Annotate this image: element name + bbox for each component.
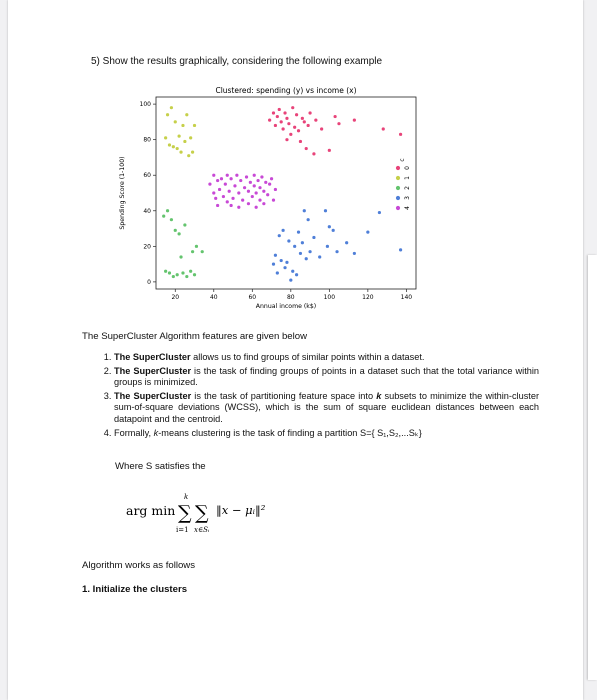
scatter-point [272,111,275,114]
scatter-point [282,229,285,232]
y-tick-label: 100 [139,101,151,109]
formula-body: ‖x − μᵢ‖² [216,503,266,517]
list-item: 4. Formally, k-means clustering is the task of finding a partition S={ S₁,S₂,...Sₖ} [114,428,539,440]
scatter-point [247,190,250,193]
scatter-point [228,190,231,193]
y-tick-label: 60 [143,172,151,180]
scatter-point [272,199,275,202]
chart-title: Clustered: spending (y) vs income (x) [215,86,357,95]
scatter-point [172,145,175,148]
scatter-point [262,190,265,193]
scatter-point [326,245,329,248]
scatter-point [191,151,194,154]
scatter-point [239,179,242,182]
formula-lower-limit-set: x∈Sᵢ [194,526,210,534]
scatter-point [274,254,277,257]
scatter-point [314,119,317,122]
scatter-point [285,261,288,264]
legend-title: c [399,158,406,162]
legend-label: 4 [404,206,411,210]
scatter-point [312,236,315,239]
scatter-point [237,191,240,194]
scatter-point [328,225,331,228]
scatter-point [307,124,310,127]
legend-label: 1 [404,176,411,180]
scatter-point [176,147,179,150]
legend-marker [396,196,400,200]
x-tick-label: 100 [323,294,336,301]
scatter-point [216,179,219,182]
scatter-point [172,275,175,278]
scatter-point [168,143,171,146]
scatter-point [287,239,290,242]
scatter-point [166,113,169,116]
argmin-formula [126,486,306,540]
legend-label: 2 [404,186,411,190]
legend-marker [396,206,400,210]
scatter-point [366,231,369,234]
formula-sum-symbol: ∑ [178,502,192,524]
scatter-point [189,270,192,273]
y-tick-label: 20 [143,243,151,251]
scatter-point [224,183,227,186]
list-item: 3. The SuperCluster is the task of partitioning feature space into k subsets to minimize the within-cluster sum-of-square deviations (WCSS), which is the sum of square euclidean distances between each datapoint and the centroid. [114,391,539,426]
scatter-point [187,154,190,157]
scatter-point [264,181,267,184]
x-axis-label: Annual income (k$) [255,303,317,310]
scatter-point [283,266,286,269]
scatter-point [164,136,167,139]
list-item: 1. The SuperCluster allows us to find groups of similar points within a dataset. [114,352,539,364]
scatter-point [285,117,288,120]
scatter-point [301,241,304,244]
scatter-point [332,229,335,232]
scatter-point [226,200,229,203]
scatter-point [378,211,381,214]
scatter-chart [110,84,420,319]
x-tick-label: 140 [400,294,413,301]
y-tick-label: 40 [143,207,151,215]
scatter-point [212,191,215,194]
scatter-point [253,174,256,177]
formula-sum-symbol: ∑ [195,502,209,524]
scatter-point [276,115,279,118]
scatter-point [189,136,192,139]
scatter-point [178,232,181,235]
formula-lower-limit: i=1 [176,526,189,534]
scatter-point [289,279,292,282]
scatter-point [266,193,269,196]
scatter-point [303,209,306,212]
formula-argmin: arg min [126,503,176,518]
scatter-point [353,252,356,255]
scatter-point [170,218,173,221]
scatter-point [245,175,248,178]
legend-marker [396,166,400,170]
scatter-point [164,270,167,273]
scatter-point [174,229,177,232]
scatter-point [241,199,244,202]
scatter-point [335,250,338,253]
scatter-point [183,223,186,226]
scatter-point [278,108,281,111]
scatter-point [251,195,254,198]
scatter-point [399,248,402,251]
scatter-point [166,209,169,212]
scatter-point [185,113,188,116]
scatter-point [168,271,171,274]
scatter-point [222,195,225,198]
scatter-point [212,174,215,177]
formula-upper-limit: k [184,493,189,501]
next-page-edge [588,255,597,680]
scatter-point [303,120,306,123]
scatter-point [345,241,348,244]
scatter-point [293,245,296,248]
scatter-point [179,151,182,154]
scatter-point [174,120,177,123]
scatter-point [301,117,304,120]
scatter-point [231,197,234,200]
scatter-point [276,271,279,274]
scatter-point [312,152,315,155]
x-tick-label: 60 [248,294,257,301]
scatter-point [181,124,184,127]
x-tick-label: 120 [362,294,374,301]
scatter-point [282,127,285,130]
scatter-point [255,191,258,194]
scatter-point [193,273,196,276]
scatter-point [258,199,261,202]
list-item: 2. The SuperCluster is the task of finding groups of points in a dataset such that the total variance within groups is minimized. [114,366,539,389]
question-heading: 5) Show the results graphically, considering the following example [91,56,383,67]
scatter-point [191,250,194,253]
scatter-point [283,111,286,114]
scatter-point [258,186,261,189]
scatter-point [285,138,288,141]
legend-label: 3 [404,196,411,200]
scatter-point [353,119,356,122]
scatter-point [255,206,258,209]
step-initialize: 1. Initialize the clusters [82,584,188,595]
scatter-point [305,257,308,260]
x-tick-label: 80 [286,294,295,301]
scatter-point [299,252,302,255]
scatter-point [178,135,181,138]
scatter-point [274,188,277,191]
scatter-point [297,129,300,132]
scatter-point [280,120,283,123]
y-tick-label: 0 [147,278,151,286]
scatter-point [291,270,294,273]
scatter-point [270,177,273,180]
scatter-point [247,202,250,205]
scatter-point [268,183,271,186]
scatter-point [216,204,219,207]
scatter-point [268,119,271,122]
scatter-point [195,245,198,248]
scatter-point [305,147,308,150]
scatter-point [280,259,283,262]
scatter-point [278,234,281,237]
scatter-point [337,122,340,125]
scatter-point [185,275,188,278]
scatter-point [218,188,221,191]
scatter-point [253,184,256,187]
y-axis-label: Spending Score (1-100) [119,156,126,230]
scatter-point [237,206,240,209]
scatter-point [324,209,327,212]
scatter-point [249,181,252,184]
features-intro: The SuperCluster Algorithm features are given below [82,331,308,342]
scatter-point [293,126,296,129]
scatter-point [295,273,298,276]
scatter-point [230,177,233,180]
scatter-point [299,140,302,143]
scatter-point [220,177,223,180]
scatter-point [201,250,204,253]
scatter-point [176,273,179,276]
x-tick-label: 20 [171,294,180,301]
scatter-point [334,115,337,118]
scatter-point [235,174,238,177]
scatter-point [320,127,323,130]
scatter-point [170,106,173,109]
features-list [93,352,539,441]
scatter-point [297,231,300,234]
scatter-point [183,140,186,143]
scatter-point [260,175,263,178]
x-tick-label: 40 [209,294,218,301]
scatter-point [162,215,165,218]
scatter-point [193,124,196,127]
algorithm-intro: Algorithm works as follows [82,560,196,571]
scatter-point [307,218,310,221]
scatter-point [181,271,184,274]
scatter-point [179,255,182,258]
legend-label: 0 [404,166,411,170]
scatter-point [230,204,233,207]
scatter-point [291,106,294,109]
scatter-point [382,127,385,130]
legend-marker [396,186,400,190]
legend-marker [396,176,400,180]
scatter-point [214,197,217,200]
y-tick-label: 80 [143,136,151,144]
scatter-point [289,133,292,136]
scatter-point [328,149,331,152]
scatter-point [226,174,229,177]
scatter-point [233,184,236,187]
scatter-point [295,113,298,116]
scatter-point [243,186,246,189]
scatter-point [308,250,311,253]
scatter-point [256,179,259,182]
scatter-point [208,183,211,186]
scatter-point [287,122,290,125]
scatter-point [262,202,265,205]
scatter-point [399,133,402,136]
scatter-point [308,111,311,114]
scatter-point [272,263,275,266]
scatter-point [318,255,321,258]
scatter-point [274,124,277,127]
where-text: Where S satisfies the [115,461,206,472]
